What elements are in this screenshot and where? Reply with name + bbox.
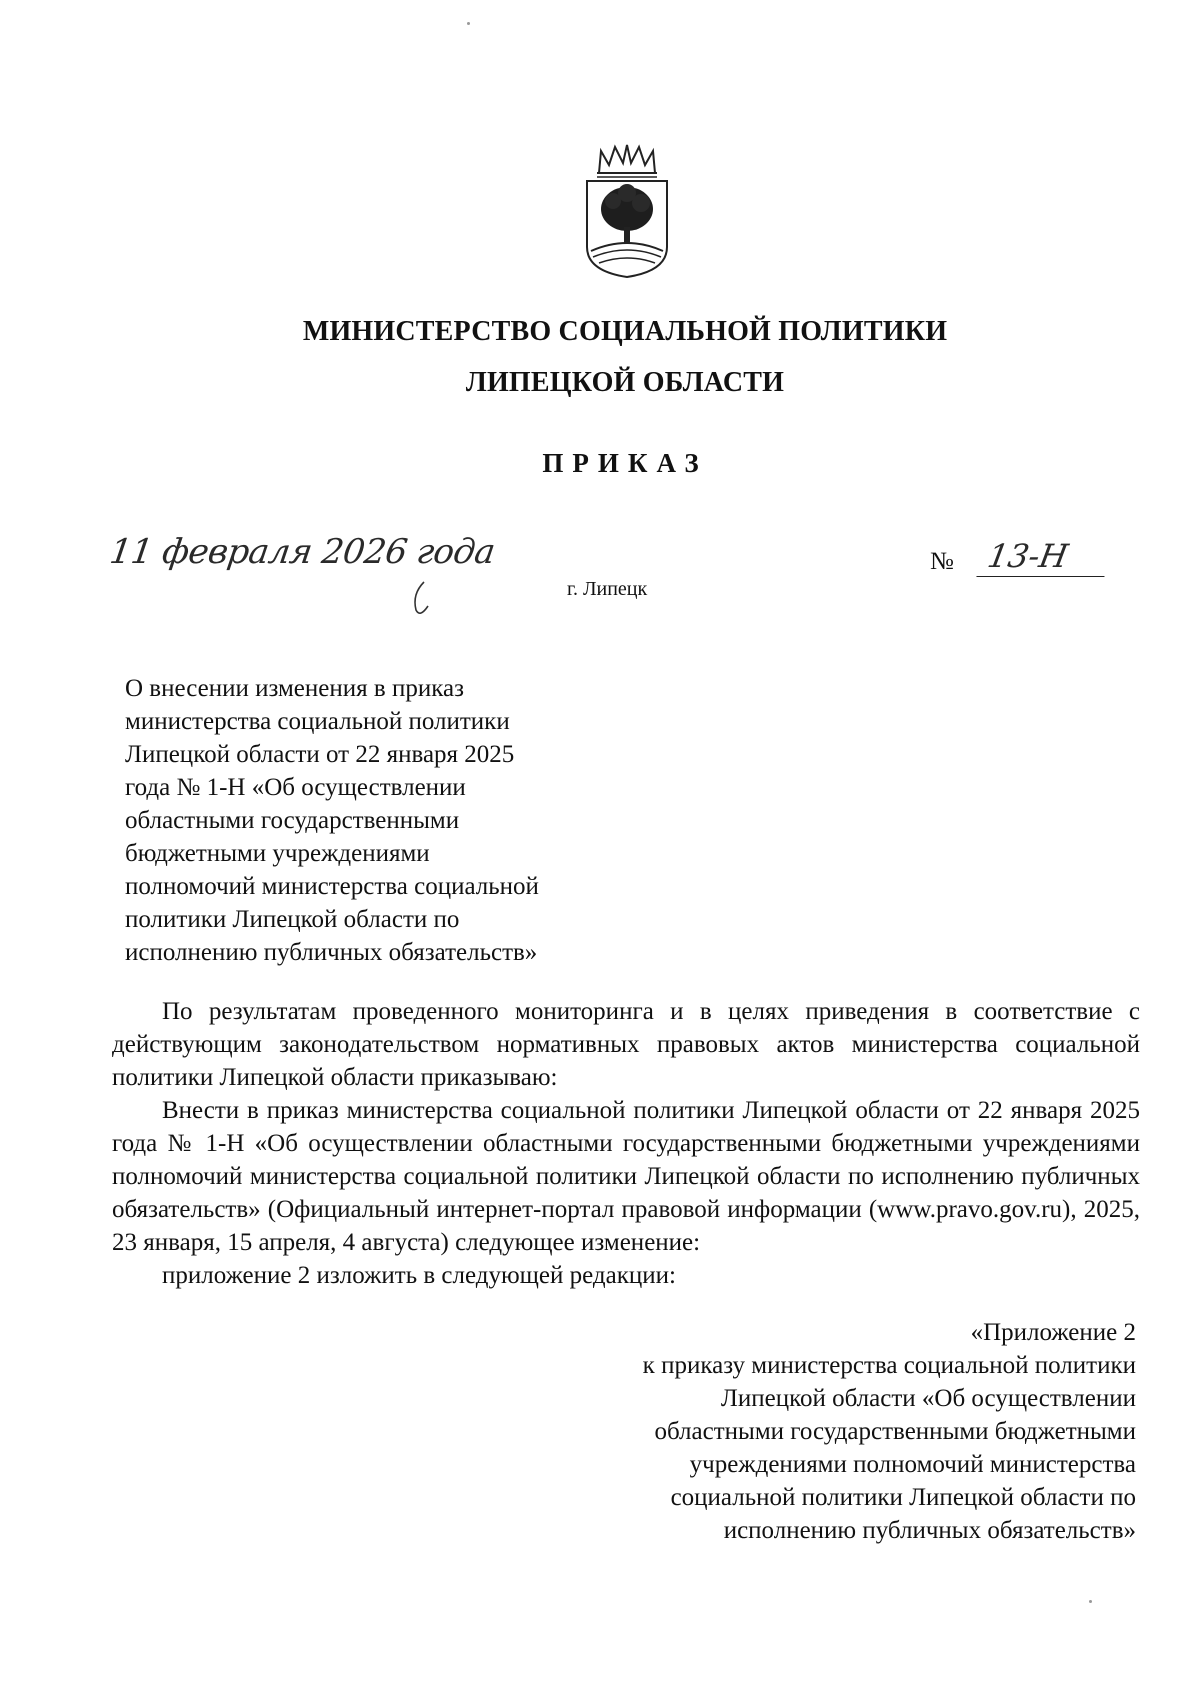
subject-line: министерства социальной политики <box>125 708 510 735</box>
city-label: г. Липецк <box>567 578 648 600</box>
appendix-line: к приказу министерства социальной политики <box>642 1352 1136 1379</box>
handwritten-date <box>107 532 498 622</box>
body-paragraph: Внести в приказ министерства социальной политики Липецкой области от 22 января 2025 года № 1-Н «Об осуществлении областными государственными бюджетными учреждениями полномочий министерства социальной политики Липецкой области по исполнению публичных обязательств» (Официальный интернет-портал правовой информации (www.pravo.gov.ru), 2025, 23 января, 15 апреля, 4 августа) следующее изменение: <box>112 1097 1140 1256</box>
handwritten-date-text: 11 февраля 2026 года <box>107 532 498 572</box>
order-subject <box>125 672 645 969</box>
order-body <box>112 995 1140 1292</box>
appendix-line: исполнению публичных обязательств» <box>723 1517 1136 1544</box>
appendix-line: «Приложение 2 <box>970 1319 1136 1346</box>
appendix-line: учреждениями полномочий министерства <box>689 1451 1136 1478</box>
appendix-line: Липецкой области «Об осуществлении <box>720 1385 1136 1412</box>
appendix-line: областными государственными бюджетными <box>654 1418 1136 1445</box>
scan-speck <box>1089 1600 1092 1603</box>
subject-line: областными государственными <box>125 807 460 834</box>
subject-line: бюджетными учреждениями <box>125 840 430 867</box>
appendix-header <box>536 1316 1136 1547</box>
handwriting-stroke <box>410 580 432 620</box>
number-sign: № <box>930 548 954 575</box>
ministry-name-line2: ЛИПЕЦКОЙ ОБЛАСТИ <box>465 367 785 398</box>
subject-line: О внесении изменения в приказ <box>125 675 464 702</box>
subject-line: исполнению публичных обязательств» <box>125 939 538 966</box>
body-paragraph: По результатам проведенного мониторинга и в целях приведения в соответствие с действующим законодательством нормативных правовых актов министерства социальной политики Липецкой области приказываю: <box>112 998 1140 1091</box>
subject-line: политики Липецкой области по <box>125 906 460 933</box>
subject-line: полномочий министерства социальной <box>125 873 539 900</box>
handwritten-order-number: 13-Н <box>976 536 1111 577</box>
ministry-name-line1: МИНИСТЕРСТВО СОЦИАЛЬНОЙ ПОЛИТИКИ <box>302 316 948 347</box>
subject-line: года № 1-Н «Об осуществлении <box>125 774 466 801</box>
coat-of-arms-emblem <box>579 143 675 279</box>
subject-line: Липецкой области от 22 января 2025 <box>125 741 515 768</box>
document-type-heading: ПРИКАЗ <box>542 448 708 478</box>
body-paragraph: приложение 2 изложить в следующей редакции: <box>162 1262 676 1289</box>
appendix-line: социальной политики Липецкой области по <box>670 1484 1136 1511</box>
scan-speck <box>467 22 470 25</box>
